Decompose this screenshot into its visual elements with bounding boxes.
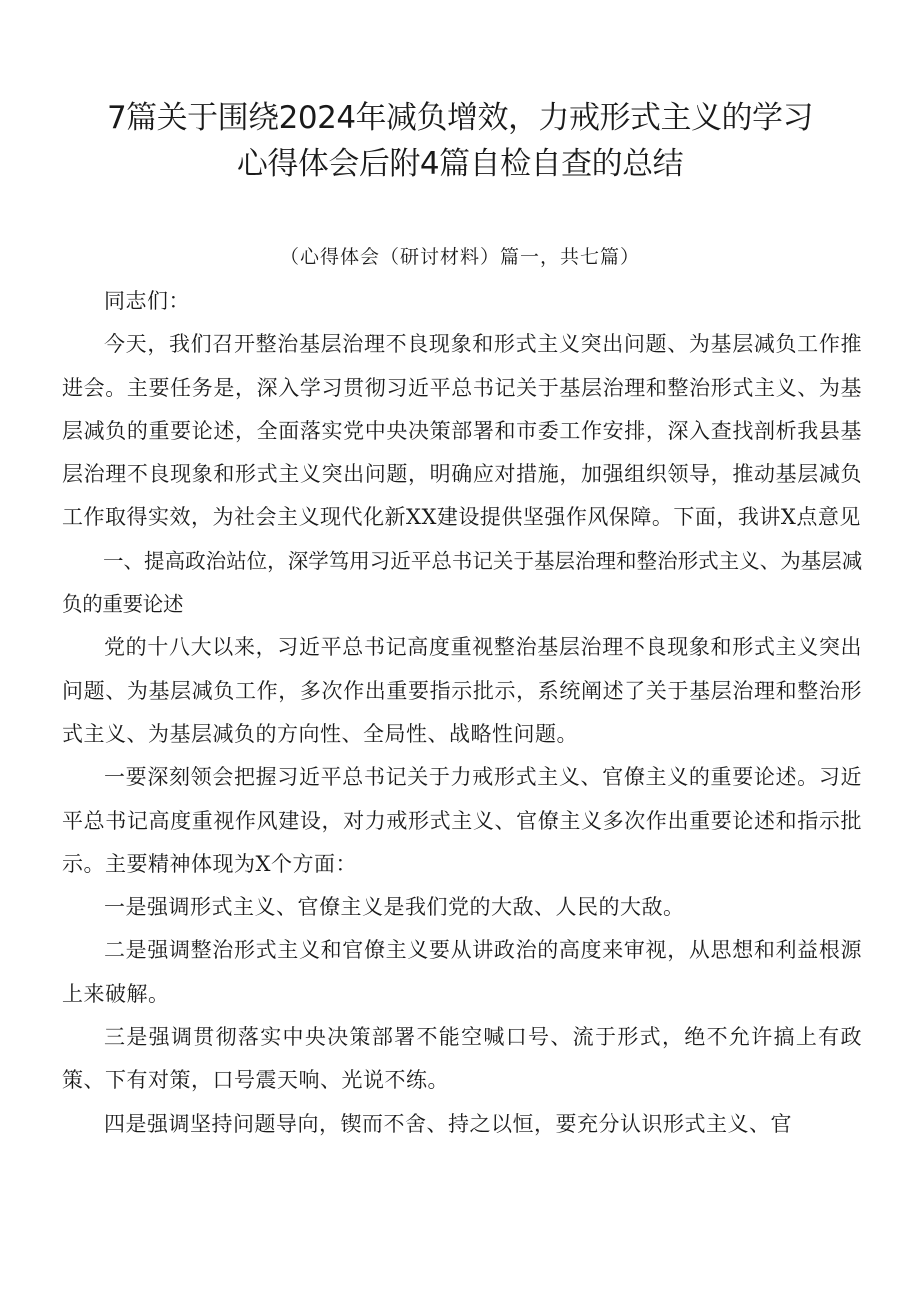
document-subtitle: （心得体会（研讨材料）篇一，共七篇） [279,246,640,268]
list-item: 二是强调整治形式主义和官僚主义要从讲政治的高度来审视，从思想和利益根源上来破解。 [62,938,862,1006]
list-item: 四是强调坚持问题导向，锲而不舍、持之以恒，要充分认识形式主义、官 [104,1111,792,1136]
paragraph: 一要深刻领会把握习近平总书记关于力戒形式主义、官僚主义的重要论述。习近平总书记高度重视作风建设，对力戒形式主义、官僚主义多次作出重要论述和指示批示。主要精神体现为X个方面： [62,765,862,876]
paragraph: 党的十八大以来，习近平总书记高度重视整治基层治理不良现象和形式主义突出问题、为基层减负工作，多次作出重要指示批示，系统阐述了关于基层治理和整治形式主义、为基层减负的方向性、全局性、战略性问题。 [62,635,862,746]
list-item: 三是强调贯彻落实中央决策部署不能空喊口号、流于形式，绝不允许搞上有政策、下有对策，口号震天响、光说不练。 [62,1025,862,1093]
document-body [62,280,862,1146]
paragraph-intro: 今天，我们召开整治基层治理不良现象和形式主义突出问题、为基层减负工作推进会。主要任务是，深入学习贯彻习近平总书记关于基层治理和整治形式主义、为基层减负的重要论述，全面落实党中央决策部署和市委工作安排，深入查找剖析我县基层治理不良现象和形式主义突出问题，明确应对措施，加强组织领导，推动基层减负工作取得实效，为社会主义现代化新XX建设提供坚强作风保障。下面，我讲X点意见 [62,332,862,530]
greeting: 同志们： [104,289,190,313]
document-title-line-1: 7篇关于围绕2024年减负增效，力戒形式主义的学习 [106,100,814,136]
list-item: 一是强调形式主义、官僚主义是我们党的大敌、人民的大敌。 [104,895,685,920]
document-title-line-2: 心得体会后附4篇自检自查的总结 [236,146,684,182]
section-heading-1: 一、提高政治站位，深学笃用习近平总书记关于基层治理和整治形式主义、为基层减负的重要论述 [62,548,862,617]
